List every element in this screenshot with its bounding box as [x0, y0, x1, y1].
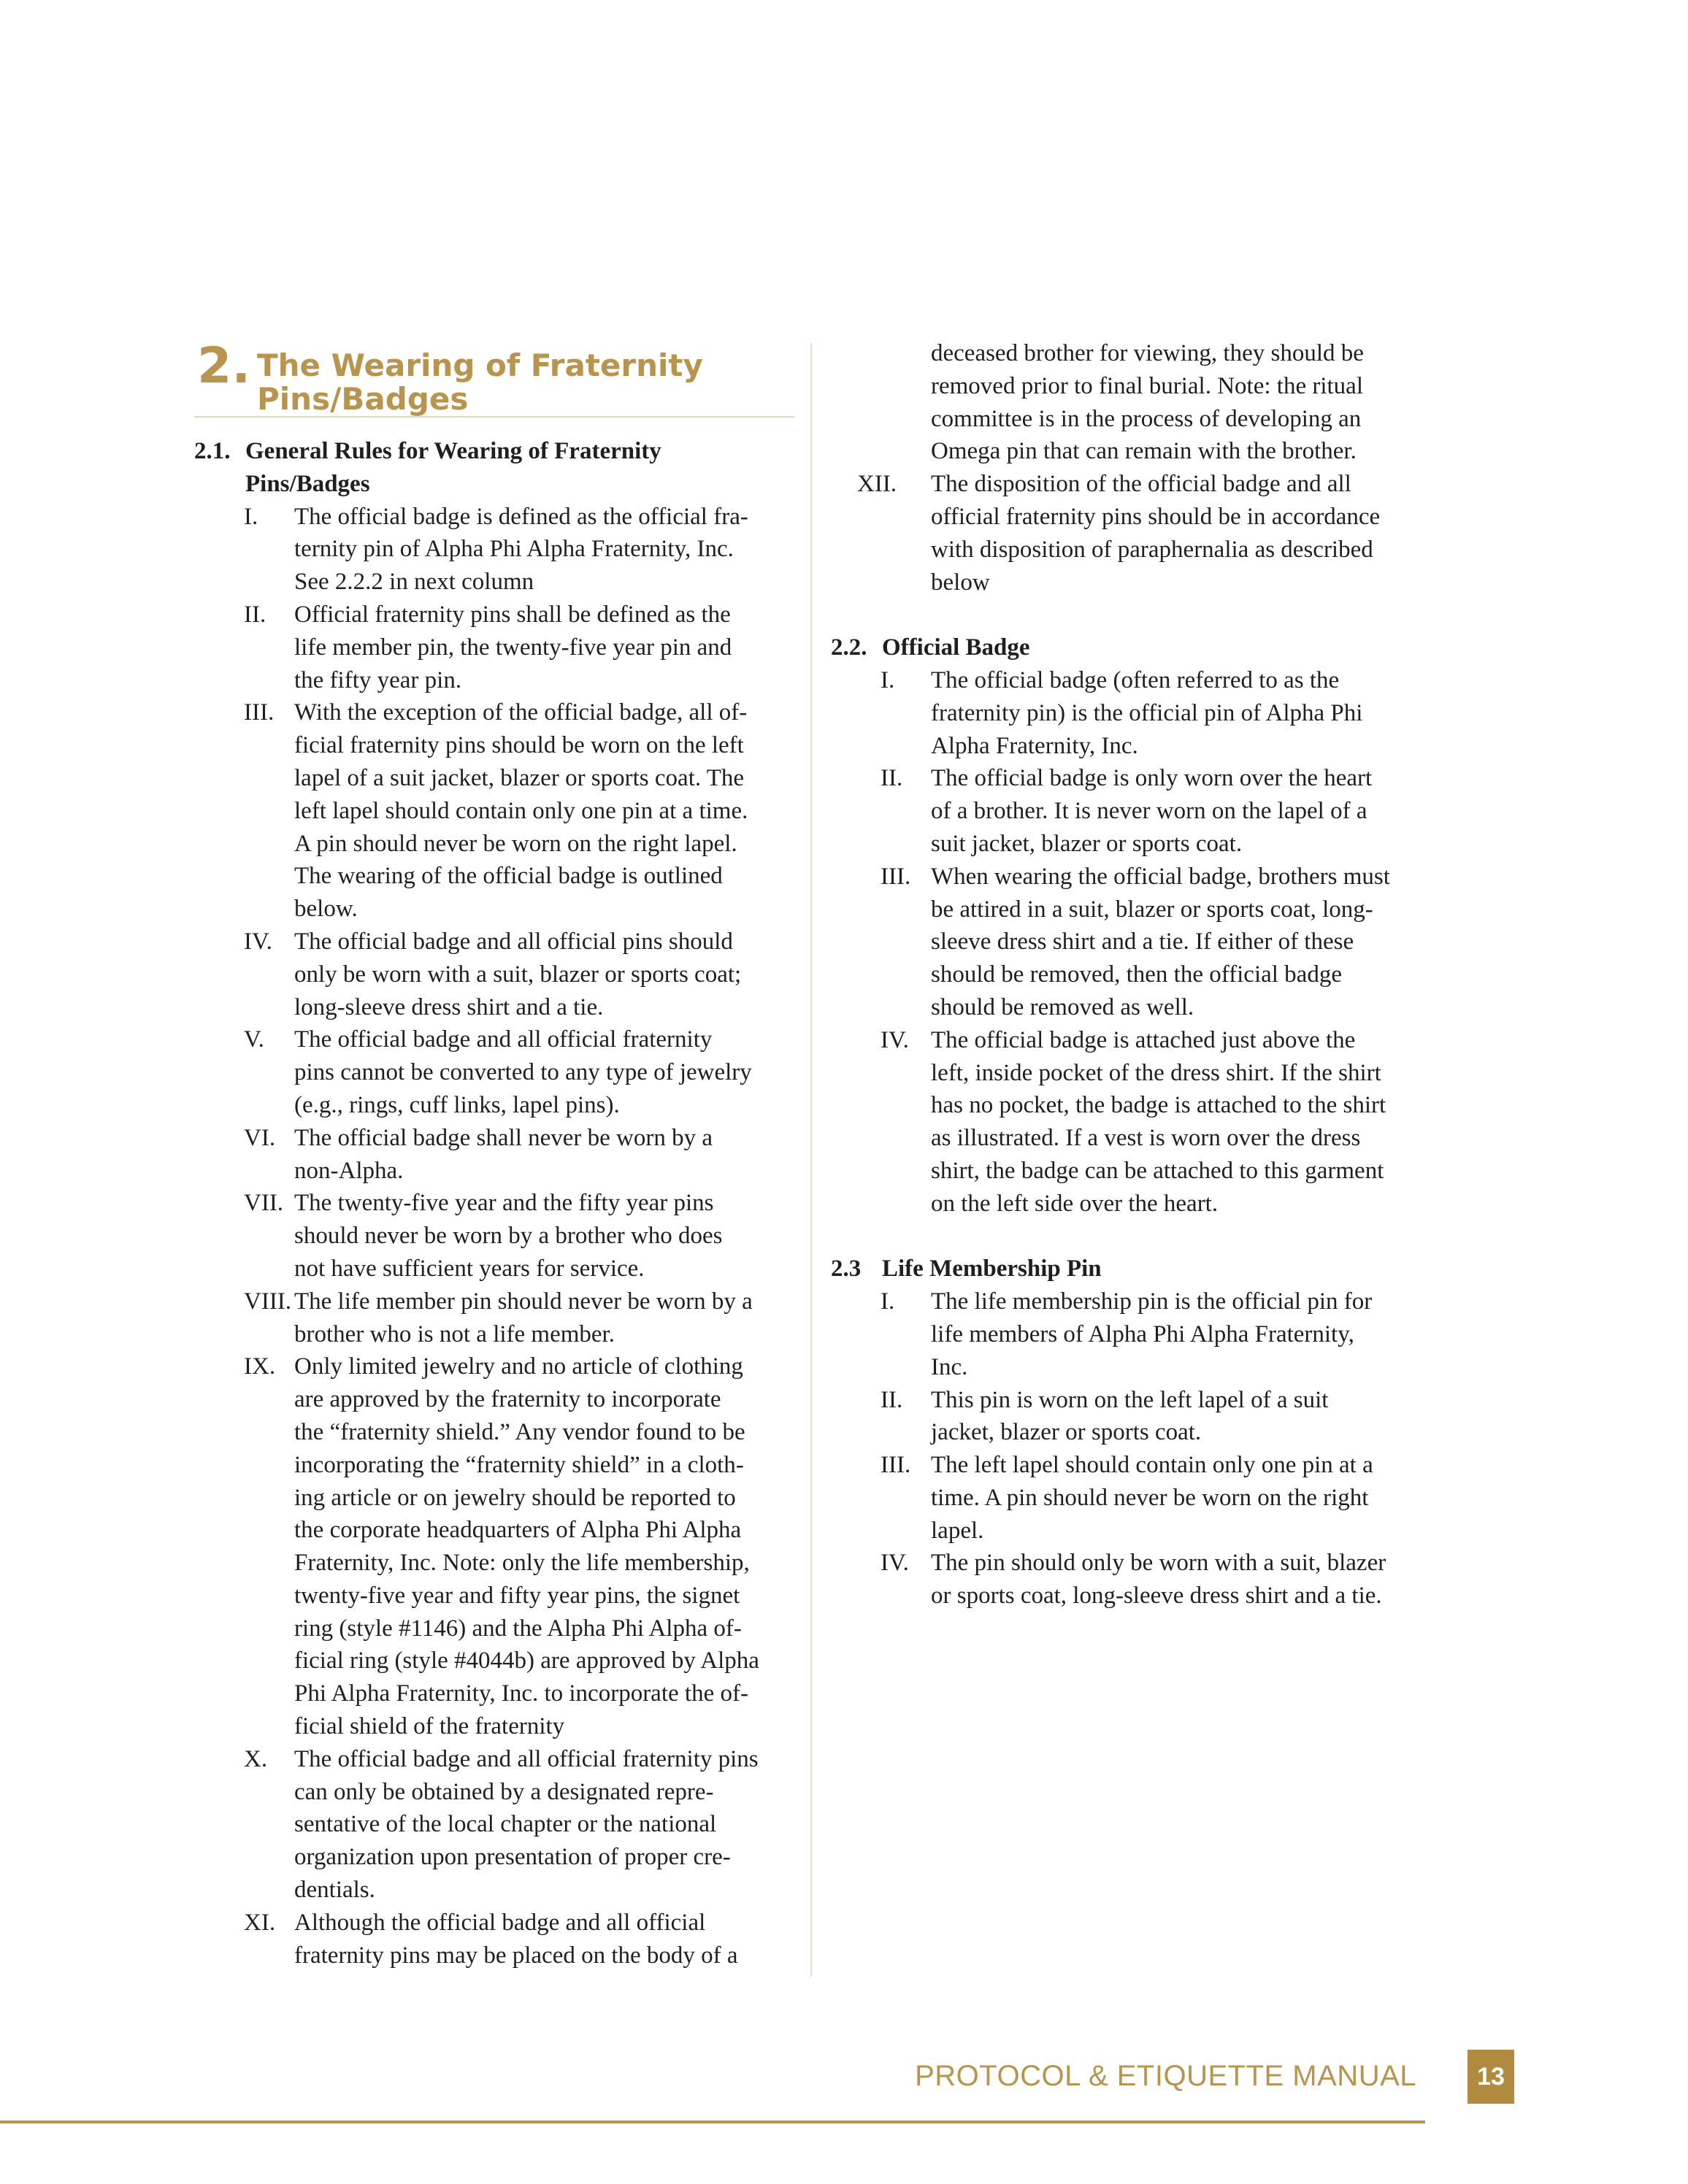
item-text-line: time. A pin should never be worn on the right: [931, 1484, 1369, 1511]
section-2-1-list-continued: [831, 468, 1437, 599]
item-numeral: VII.: [244, 1190, 284, 1217]
item-text-line: fraternity pin) is the official pin of Alpha Phi: [931, 699, 1363, 726]
right-column: [831, 337, 1437, 1612]
item-numeral: IV.: [881, 1026, 909, 1053]
item-numeral: III.: [881, 1452, 911, 1479]
item-text-line: Official fraternity pins shall be defined as the: [294, 601, 731, 628]
list-item: [194, 1285, 794, 1351]
item-text-line: non-Alpha.: [294, 1157, 404, 1184]
section-title-line: Pins/Badges: [245, 470, 370, 497]
item-text-line: fraternity pins may be placed on the body of a: [294, 1942, 738, 1969]
item-text-line: or sports coat, long-sleeve dress shirt and a tie.: [931, 1583, 1382, 1610]
chapter-title-line: Pins/Badges: [257, 381, 469, 417]
item-text-line: ing article or on jewelry should be reported to: [294, 1484, 736, 1511]
item-text-line: removed prior to final burial. Note: the ritual: [931, 372, 1363, 399]
section-2-3-heading: [831, 1253, 1437, 1285]
item-text-line: only be worn with a suit, blazer or sports coat;: [294, 961, 742, 988]
item-text-line: The disposition of the official badge and all: [931, 471, 1351, 498]
chapter-title-line: The Wearing of Fraternity: [257, 347, 703, 383]
section-title: Official Badge: [882, 634, 1030, 661]
item-text-line: the “fraternity shield.” Any vendor found to be: [294, 1418, 745, 1445]
section-number: 2.2.: [831, 634, 867, 661]
item-text-line: The life member pin should never be worn by a: [294, 1288, 753, 1315]
item-text-line: sleeve dress shirt and a tie. If either of these: [931, 928, 1354, 956]
item-numeral: IX.: [244, 1353, 276, 1380]
item-text-line: official fraternity pins should be in accordance: [931, 503, 1381, 530]
item-text-line: The official badge and all official pins should: [294, 928, 733, 955]
item-text-line: The pin should only be worn with a suit, blazer: [931, 1550, 1386, 1577]
item-numeral: II.: [881, 765, 903, 792]
chapter-number: 2.: [197, 337, 251, 395]
list-item: [194, 1743, 794, 1907]
list-item: [194, 1122, 794, 1188]
item-text-line: The wearing of the official badge is outlined: [294, 863, 723, 890]
section-title: Life Membership Pin: [882, 1256, 1102, 1283]
item-numeral: X.: [244, 1745, 268, 1772]
item-text-line: When wearing the official badge, brothers must: [931, 863, 1390, 890]
item-text-line: of a brother. It is never worn on the lapel of a: [931, 798, 1367, 825]
item-text-line: The official badge is attached just above the: [931, 1026, 1356, 1053]
item-text-line: The official badge and all official fraternity pins: [294, 1745, 759, 1772]
item-numeral: VIII.: [244, 1288, 292, 1315]
item-text-line: This pin is worn on the left lapel of a suit: [931, 1386, 1329, 1413]
item-text-line: The left lapel should contain only one pin at a: [931, 1452, 1373, 1479]
list-item: [194, 1907, 794, 1972]
item-text-line: sentative of the local chapter or the national: [294, 1811, 717, 1838]
list-item: [831, 468, 1437, 599]
item-text-line: lapel of a suit jacket, blazer or sports coat. The: [294, 764, 745, 791]
item-text-line: The official badge is defined as the official fra-: [294, 503, 748, 530]
item-numeral: XI.: [244, 1909, 276, 1936]
list-item: [831, 1449, 1437, 1547]
item-text-line: The life membership pin is the official pin for: [931, 1288, 1373, 1315]
item-text-line: jacket, blazer or sports coat.: [931, 1419, 1202, 1446]
item-text-line: long-sleeve dress shirt and a tie.: [294, 993, 604, 1020]
page-number: 13: [1477, 2062, 1505, 2091]
item-text-line: below.: [294, 896, 358, 923]
list-item: [194, 1187, 794, 1285]
item-text-line: should be removed, then the official badge: [931, 961, 1342, 988]
item-text-line: lapel.: [931, 1517, 984, 1544]
item-text-line: the corporate headquarters of Alpha Phi Alpha: [294, 1517, 742, 1544]
item-text-line: Although the official badge and all official: [294, 1909, 706, 1936]
item-numeral: III.: [881, 863, 911, 890]
list-item: [831, 1024, 1437, 1220]
page-number-box: [1468, 2050, 1514, 2104]
list-item: [194, 926, 794, 1023]
item-text-line: not have sufficient years for service.: [294, 1255, 645, 1282]
continued-item-text: [831, 337, 1437, 468]
item-text-line: Omega pin that can remain with the brother.: [931, 438, 1357, 465]
item-text-line: The twenty-five year and the fifty year pins: [294, 1190, 714, 1217]
list-item: [831, 1547, 1437, 1612]
item-text-line: Fraternity, Inc. Note: only the life membership,: [294, 1550, 750, 1577]
item-text-line: deceased brother for viewing, they should be: [931, 340, 1364, 366]
footer-rule: [0, 2120, 1425, 2123]
list-item: [194, 501, 794, 599]
item-text-line: (e.g., rings, cuff links, lapel pins).: [294, 1091, 620, 1118]
section-2-2-heading: [831, 631, 1437, 664]
item-text-line: Alpha Fraternity, Inc.: [931, 732, 1138, 759]
item-numeral: II.: [244, 601, 266, 628]
section-title-line: General Rules for Wearing of Fraternity: [245, 438, 661, 464]
item-text-line: ternity pin of Alpha Phi Alpha Fraternity, Inc.: [294, 536, 734, 563]
list-item: [194, 1023, 794, 1121]
list-item: [831, 664, 1437, 762]
item-text-line: left, inside pocket of the dress shirt. If the shirt: [931, 1059, 1381, 1086]
item-text-line: The official badge (often referred to as the: [931, 666, 1340, 693]
item-text-line: ficial shield of the fraternity: [294, 1713, 565, 1740]
section-2-2-list: [831, 664, 1437, 1220]
item-text-line: dentials.: [294, 1877, 375, 1904]
list-item: [831, 1285, 1437, 1383]
item-numeral: VI.: [244, 1124, 276, 1151]
item-text-line: organization upon presentation of proper cre-: [294, 1844, 731, 1871]
item-text-line: should be removed as well.: [931, 993, 1194, 1020]
item-numeral: I.: [244, 503, 258, 530]
section-number: 2.1.: [194, 438, 231, 464]
list-item: [831, 1384, 1437, 1450]
left-column: [194, 339, 794, 1972]
item-text-line: committee is in the process of developing an: [931, 405, 1362, 432]
item-numeral: XII.: [857, 471, 897, 498]
item-text-line: Inc.: [931, 1353, 968, 1380]
item-text-line: shirt, the badge can be attached to this garment: [931, 1157, 1384, 1184]
chapter-title: [257, 349, 703, 416]
item-text-line: With the exception of the official badge, all of-: [294, 699, 748, 726]
item-text-line: A pin should never be worn on the right lapel.: [294, 830, 737, 857]
section-2-1-heading: [194, 435, 794, 501]
item-text-line: ring (style #1146) and the Alpha Phi Alpha of-: [294, 1615, 742, 1642]
item-text-line: be attired in a suit, blazer or sports coat, long-: [931, 896, 1373, 923]
item-numeral: I.: [881, 1288, 895, 1315]
item-text-line: the fifty year pin.: [294, 666, 462, 693]
item-text-line: as illustrated. If a vest is worn over the dress: [931, 1125, 1361, 1152]
item-numeral: IV.: [244, 928, 272, 955]
item-text-line: Phi Alpha Fraternity, Inc. to incorporate the of-: [294, 1680, 748, 1707]
list-item: [831, 861, 1437, 1024]
list-item: [194, 1350, 794, 1743]
item-text-line: Only limited jewelry and no article of clothing: [294, 1353, 743, 1380]
item-text-line: See 2.2.2 in next column: [294, 569, 534, 596]
item-text-line: life member pin, the twenty-five year pin and: [294, 634, 732, 661]
list-item: [194, 599, 794, 696]
column-divider: [810, 343, 812, 1977]
item-text-line: on the left side over the heart.: [931, 1190, 1219, 1217]
item-text-line: The official badge is only worn over the heart: [931, 765, 1373, 792]
item-text-line: suit jacket, blazer or sports coat.: [931, 830, 1243, 857]
list-item: [194, 696, 794, 926]
item-text-line: has no pocket, the badge is attached to the shirt: [931, 1092, 1386, 1119]
item-numeral: V.: [244, 1026, 264, 1053]
item-text-line: twenty-five year and fifty year pins, the signet: [294, 1582, 740, 1609]
item-text-line: left lapel should contain only one pin at a time.: [294, 797, 748, 824]
item-numeral: II.: [881, 1386, 903, 1413]
item-text-line: The official badge shall never be worn by a: [294, 1124, 713, 1151]
item-text-line: life members of Alpha Phi Alpha Fraternity,: [931, 1320, 1354, 1347]
item-text-line: ficial ring (style #4044b) are approved by Alpha: [294, 1647, 759, 1674]
item-text-line: incorporating the “fraternity shield” in a cloth-: [294, 1451, 744, 1478]
item-text-line: pins cannot be converted to any type of jewelry: [294, 1059, 752, 1086]
footer-title: PROTOCOL & ETIQUETTE MANUAL: [915, 2060, 1416, 2092]
section-number: 2.3: [831, 1256, 862, 1283]
list-item: [831, 762, 1437, 860]
chapter-heading: [194, 339, 794, 418]
item-text-line: with disposition of paraphernalia as described: [931, 536, 1373, 563]
item-numeral: III.: [244, 699, 275, 726]
item-text-line: should never be worn by a brother who does: [294, 1223, 723, 1250]
item-text-line: are approved by the fraternity to incorporate: [294, 1386, 721, 1413]
item-numeral: I.: [881, 666, 895, 693]
item-text-line: brother who is not a life member.: [294, 1320, 615, 1347]
section-2-3-list: [831, 1285, 1437, 1612]
item-text-line: The official badge and all official fraternity: [294, 1026, 713, 1053]
item-text-line: can only be obtained by a designated repre-: [294, 1778, 714, 1805]
item-numeral: IV.: [881, 1550, 909, 1577]
item-text-line: ficial fraternity pins should be worn on the left: [294, 732, 744, 759]
section-2-1-list: [194, 501, 794, 1972]
item-text-line: below: [931, 569, 990, 596]
